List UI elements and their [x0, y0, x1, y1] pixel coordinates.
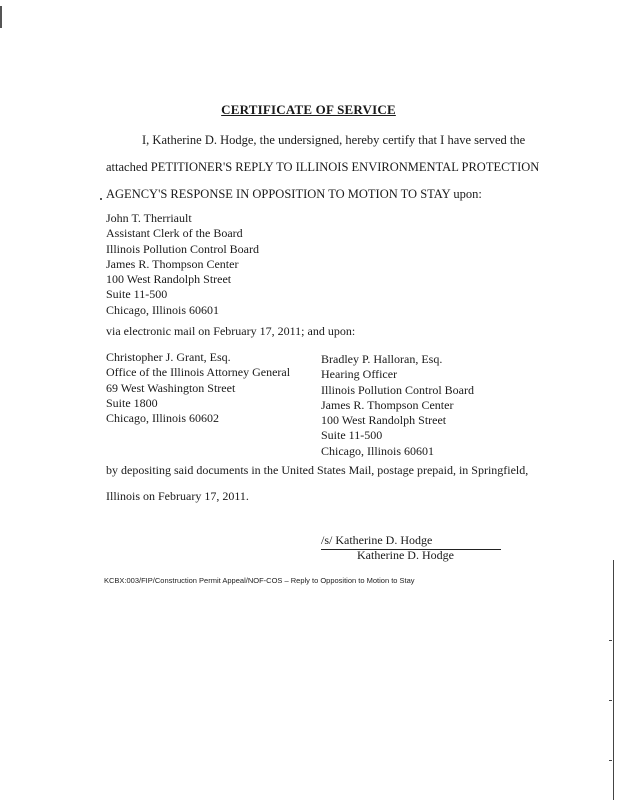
opening-line-3: AGENCY'S RESPONSE IN OPPOSITION TO MOTION TO STAY upon:	[106, 187, 482, 201]
address-line: John T. Therriault	[106, 211, 192, 225]
address-line: 100 West Randolph Street	[106, 272, 232, 287]
document-footer-path: KCBX:003/FIP/Construction Permit Appeal/NOF-COS – Reply to Opposition to Motion to Stay	[104, 576, 415, 585]
address-line: Illinois Pollution Control Board	[106, 241, 260, 256]
address-line: Suite 11-500	[106, 287, 168, 302]
recipient-attorney-general-address	[106, 350, 290, 426]
closing-line-2: Illinois on February 17, 2011.	[106, 489, 249, 503]
scan-artifact-tick	[609, 700, 612, 701]
via-electronic-mail-line: via electronic mail on February 17, 2011; and upon:	[106, 324, 356, 338]
scan-artifact-tick	[609, 760, 612, 761]
address-line: 69 West Washington Street	[106, 380, 236, 395]
address-line: Suite 11-500	[321, 428, 383, 443]
address-line: Illinois Pollution Control Board	[321, 382, 475, 397]
opening-line-1: I, Katherine D. Hodge, the undersigned, hereby certify that I have served the	[142, 133, 526, 147]
scan-artifact-dot	[100, 198, 102, 200]
address-line: Chicago, Illinois 60601	[321, 443, 434, 458]
address-line: Suite 1800	[106, 395, 158, 410]
opening-line-2: attached PETITIONER'S REPLY TO ILLINOIS ENVIRONMENTAL PROTECTION	[106, 160, 540, 174]
signature-line: /s/ Katherine D. Hodge	[321, 533, 501, 550]
address-line: Christopher J. Grant, Esq.	[106, 350, 231, 364]
address-line: Office of the Illinois Attorney General	[106, 365, 291, 380]
scan-edge-line	[613, 560, 614, 800]
address-line: Chicago, Illinois 60602	[106, 411, 219, 426]
address-line: Hearing Officer	[321, 367, 398, 382]
address-line: Chicago, Illinois 60601	[106, 302, 219, 317]
document-title: CERTIFICATE OF SERVICE	[221, 102, 396, 117]
address-line: Bradley P. Halloran, Esq.	[321, 352, 443, 366]
scan-artifact	[0, 6, 2, 28]
signer-name: Katherine D. Hodge	[357, 548, 454, 562]
address-line: James R. Thompson Center	[106, 256, 239, 271]
closing-line-1: by depositing said documents in the United States Mail, postage prepaid, in Springfield,	[106, 463, 529, 477]
scan-artifact-tick	[609, 640, 612, 641]
address-line: 100 West Randolph Street	[321, 413, 447, 428]
recipient-hearing-officer-address	[321, 352, 474, 459]
address-line: James R. Thompson Center	[321, 397, 454, 412]
address-line: Assistant Clerk of the Board	[106, 226, 243, 241]
recipient-clerk-address	[106, 211, 259, 318]
